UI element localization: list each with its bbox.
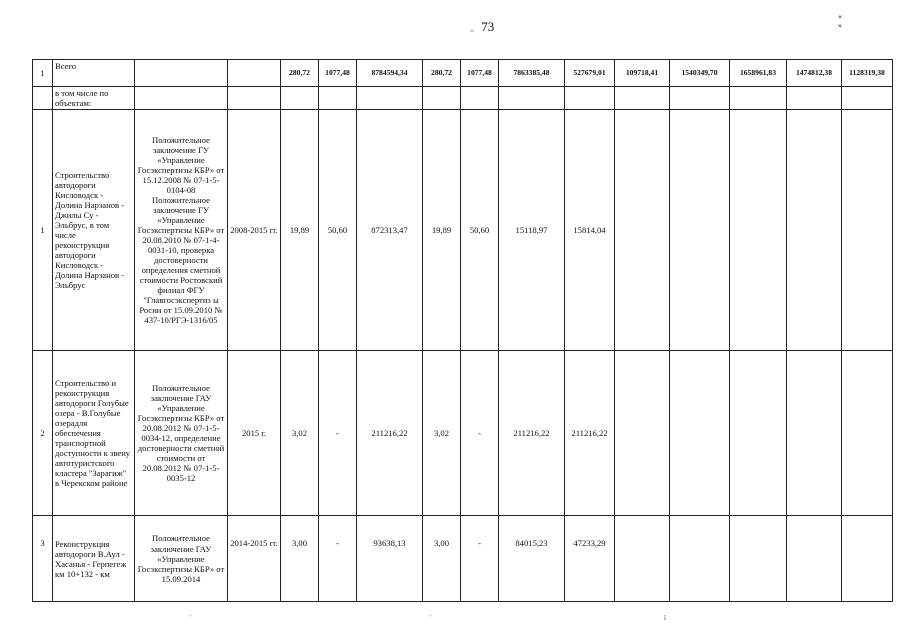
footer-mark: ' [430, 614, 432, 622]
cell-v1: 280,72 [281, 60, 319, 87]
cell-years: 2015 г. [228, 351, 281, 516]
cell-name: в том числе по объектам: [53, 87, 135, 110]
cell-v12 [842, 351, 893, 516]
cell-v12 [842, 110, 893, 351]
table-row-object-1 [33, 110, 893, 351]
cell-v2: 1077,48 [319, 60, 357, 87]
cell-v1: 3,02 [281, 351, 319, 516]
table-row-object-2 [33, 351, 893, 516]
cell-v6 [499, 87, 565, 110]
cell-v11 [787, 516, 842, 602]
cell-v6: 15118,97 [499, 110, 565, 351]
cell-doc: Положительное заключение ГАУ «Управление Госэкспертизы КБР» от 20.08.2012 № 07-1-5-0034-12, определение достоверности сметной стоимости от 20.08.2012 № 07-1-5-0035-12 [135, 351, 228, 516]
cell-no [33, 87, 53, 110]
cell-v4: 3,02 [423, 351, 461, 516]
cell-doc: Положительное заключение ГУ «Управление Госэкспертизы КБР» от 15.12.2008 № 07-1-5-0104-08 Положительное заключение ГУ «Управление Госэкспертизы КБР» от 20.08.2010 № 07-1-4-0031-10, проверка достоверности определения сметной стоимости Ростовский филиал ФГУ "Главгосэкспертиз ы Росии от 15.09.2010 № 437-10/РГЭ-1316/05 [135, 110, 228, 351]
cell-v3: 8784594,34 [357, 60, 423, 87]
cell-no: 3 [33, 516, 53, 602]
cell-v2 [319, 87, 357, 110]
table-row-total [33, 60, 893, 87]
cell-v3: 93638,13 [357, 516, 423, 602]
cell-v7 [565, 87, 615, 110]
cell-v9 [670, 87, 730, 110]
cell-name: Реконструкция автодороги В.Аул - Хасанья - Герпегеж км 10+132 - км [53, 516, 135, 602]
cell-v1: 19,89 [281, 110, 319, 351]
cell-v11 [787, 87, 842, 110]
cell-v9 [670, 351, 730, 516]
cell-v10 [730, 351, 787, 516]
cell-v8 [615, 110, 670, 351]
cell-v5: 1077,48 [461, 60, 499, 87]
cell-v12 [842, 516, 893, 602]
cell-v5: - [461, 351, 499, 516]
cell-v11: 1474812,38 [787, 60, 842, 87]
footer-mark: ì [664, 614, 666, 622]
cell-v8 [615, 87, 670, 110]
cell-years [228, 60, 281, 87]
cell-v4: 19,89 [423, 110, 461, 351]
cell-years: 2014-2015 гг. [228, 516, 281, 602]
cell-v4: 280,72 [423, 60, 461, 87]
cell-v5: - [461, 516, 499, 602]
cell-doc [135, 60, 228, 87]
budget-table [32, 59, 893, 602]
cell-v7: 15814,04 [565, 110, 615, 351]
cell-v8: 109718,41 [615, 60, 670, 87]
cell-v8 [615, 516, 670, 602]
cell-v7: 47233,29 [565, 516, 615, 602]
cell-v10 [730, 87, 787, 110]
page-number-tick: ,, [470, 24, 474, 33]
cell-v2: - [319, 516, 357, 602]
cell-name: Строительство автодороги Кисловодск - Долина Нарзанов - Джилы Су - Эльбрус, в том числе реконструкция автодороги Кисловодск - Долина Нарзанов - Эльбрус [53, 110, 135, 351]
cell-v7: 211216,22 [565, 351, 615, 516]
cell-v4 [423, 87, 461, 110]
cell-v6: 211216,22 [499, 351, 565, 516]
cell-v6: 7863385,48 [499, 60, 565, 87]
cell-name: Всего [53, 60, 135, 87]
cell-v11 [787, 351, 842, 516]
corner-marks: « » [838, 12, 864, 30]
cell-v11 [787, 110, 842, 351]
cell-v10 [730, 110, 787, 351]
cell-v12 [842, 87, 893, 110]
cell-v2: 50,60 [319, 110, 357, 351]
cell-no: 1 [33, 60, 53, 87]
cell-v1: 3,00 [281, 516, 319, 602]
cell-doc: Положительное заключение ГАУ «Управление Госэкспертизы КБР» от 15.09.2014 [135, 516, 228, 602]
cell-years: 2008-2015 гг. [228, 110, 281, 351]
cell-name: Строительство и реконструкция автодороги Голубые озера - В.Голубые озерадля обеспечения транспортной доступности к звену автотуристского кластера "Зарагиж" в Черекском районе [53, 351, 135, 516]
cell-v6: 84015,23 [499, 516, 565, 602]
cell-no: 1 [33, 110, 53, 351]
cell-v9 [670, 110, 730, 351]
cell-doc [135, 87, 228, 110]
cell-no: 2 [33, 351, 53, 516]
cell-v3: 211216,22 [357, 351, 423, 516]
cell-v10: 1658961,83 [730, 60, 787, 87]
cell-years [228, 87, 281, 110]
page-number-value: 73 [481, 19, 495, 34]
table-row-object-3 [33, 516, 893, 602]
cell-v5: 50,60 [461, 110, 499, 351]
cell-v2: - [319, 351, 357, 516]
cell-v4: 3,00 [423, 516, 461, 602]
cell-v12: 1128319,38 [842, 60, 893, 87]
cell-v7: 527679,01 [565, 60, 615, 87]
cell-v9 [670, 516, 730, 602]
cell-v10 [730, 516, 787, 602]
cell-v8 [615, 351, 670, 516]
table-row-subheader [33, 87, 893, 110]
cell-v5 [461, 87, 499, 110]
cell-v1 [281, 87, 319, 110]
page-number [470, 19, 494, 35]
cell-v3 [357, 87, 423, 110]
footer-mark: ' [190, 614, 192, 622]
cell-v9: 1540349,70 [670, 60, 730, 87]
cell-v3: 872313,47 [357, 110, 423, 351]
